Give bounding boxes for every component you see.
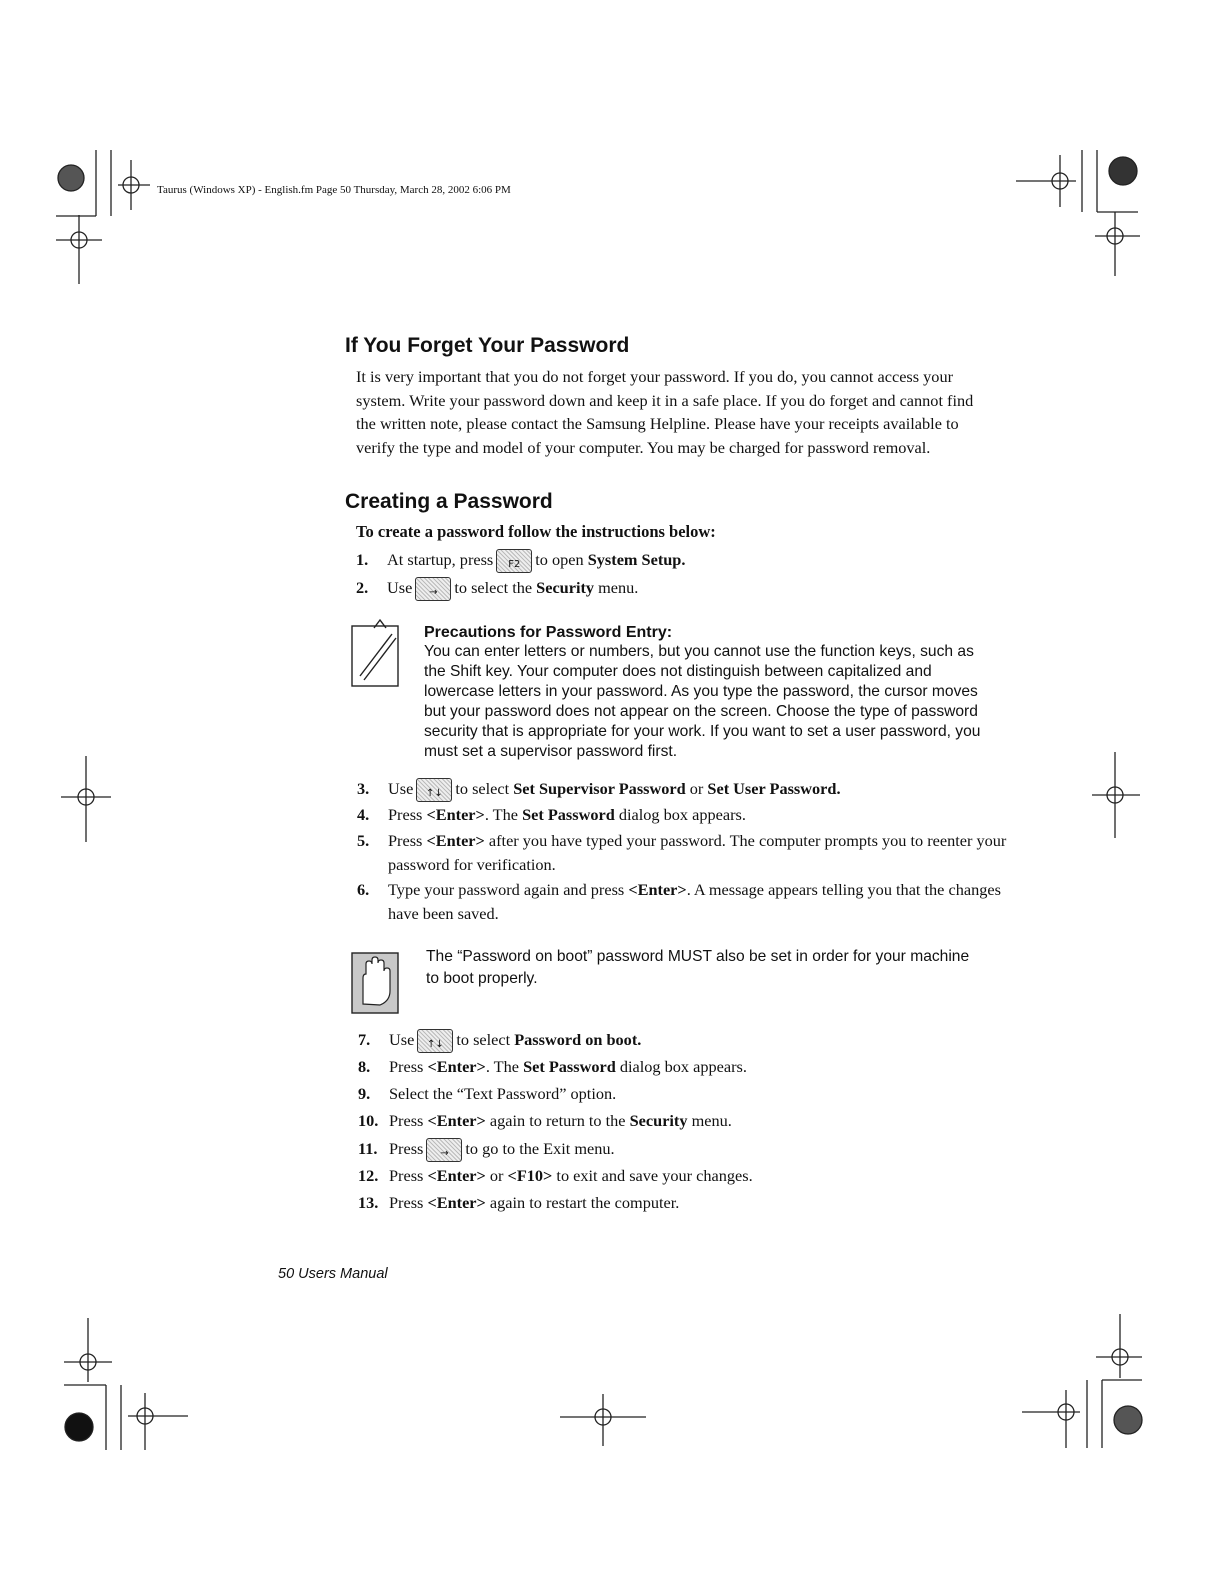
note-body: You can enter letters or numbers, but you cannot use the function keys, such as the Shift key. Your computer does not distinguish between capitalized and lowercase letters in your password. As you type the password, the cursor moves but your password does not appear on the screen. Choose the type of password security that is appropriate for your work. If you want to set a user password, you must set a supervisor password first. [424, 643, 981, 760]
step-number: 12. [358, 1166, 379, 1185]
forget-password-paragraph: It is very important that you do not forget your password. If you do, you cannot access your system. Write your password down and keep it in a safe place. If you do forget and cannot find the written note, please contact the Samsung Helpline. Please have your receipts available to verify the type and model of your computer. You may be charged for password removal. [356, 367, 974, 457]
step-number: 5. [357, 831, 370, 850]
note-title: Precautions for Password Entry: [424, 624, 673, 641]
caution-hand-icon [352, 953, 398, 1013]
step-number: 7. [358, 1030, 371, 1049]
arrow-right-key-icon: → [415, 577, 451, 601]
warning-body: The “Password on boot” password MUST also be set in order for your machine to boot properly. [426, 948, 970, 987]
section-title-creating-password: Creating a Password [345, 490, 553, 513]
step-number: 6. [357, 880, 370, 899]
print-header: Taurus (Windows XP) - English.fm Page 50 Thursday, March 28, 2002 6:06 PM [157, 184, 511, 196]
step-number: 4. [357, 805, 370, 824]
arrow-updown-key-icon: ↑↓ [416, 778, 452, 802]
creating-password-intro: To create a password follow the instructions below: [356, 522, 716, 541]
registration-rosette-icon [58, 165, 84, 191]
step-number: 3. [357, 779, 370, 798]
step-number: 1. [356, 550, 369, 569]
step-number: 13. [358, 1193, 379, 1212]
step-number: 2. [356, 578, 369, 597]
arrow-right-key-icon: → [426, 1138, 462, 1162]
step-number: 8. [358, 1057, 371, 1076]
section-title-forget-password: If You Forget Your Password [345, 334, 630, 357]
step-number: 10. [358, 1111, 379, 1130]
f2-key-icon: F2 [496, 549, 532, 573]
arrow-updown-key-icon: ↑↓ [417, 1029, 453, 1053]
pencil-note-icon [352, 620, 398, 686]
step-number: 11. [358, 1139, 378, 1158]
step-number: 9. [358, 1084, 371, 1103]
page-footer: 50 Users Manual [278, 1266, 388, 1282]
